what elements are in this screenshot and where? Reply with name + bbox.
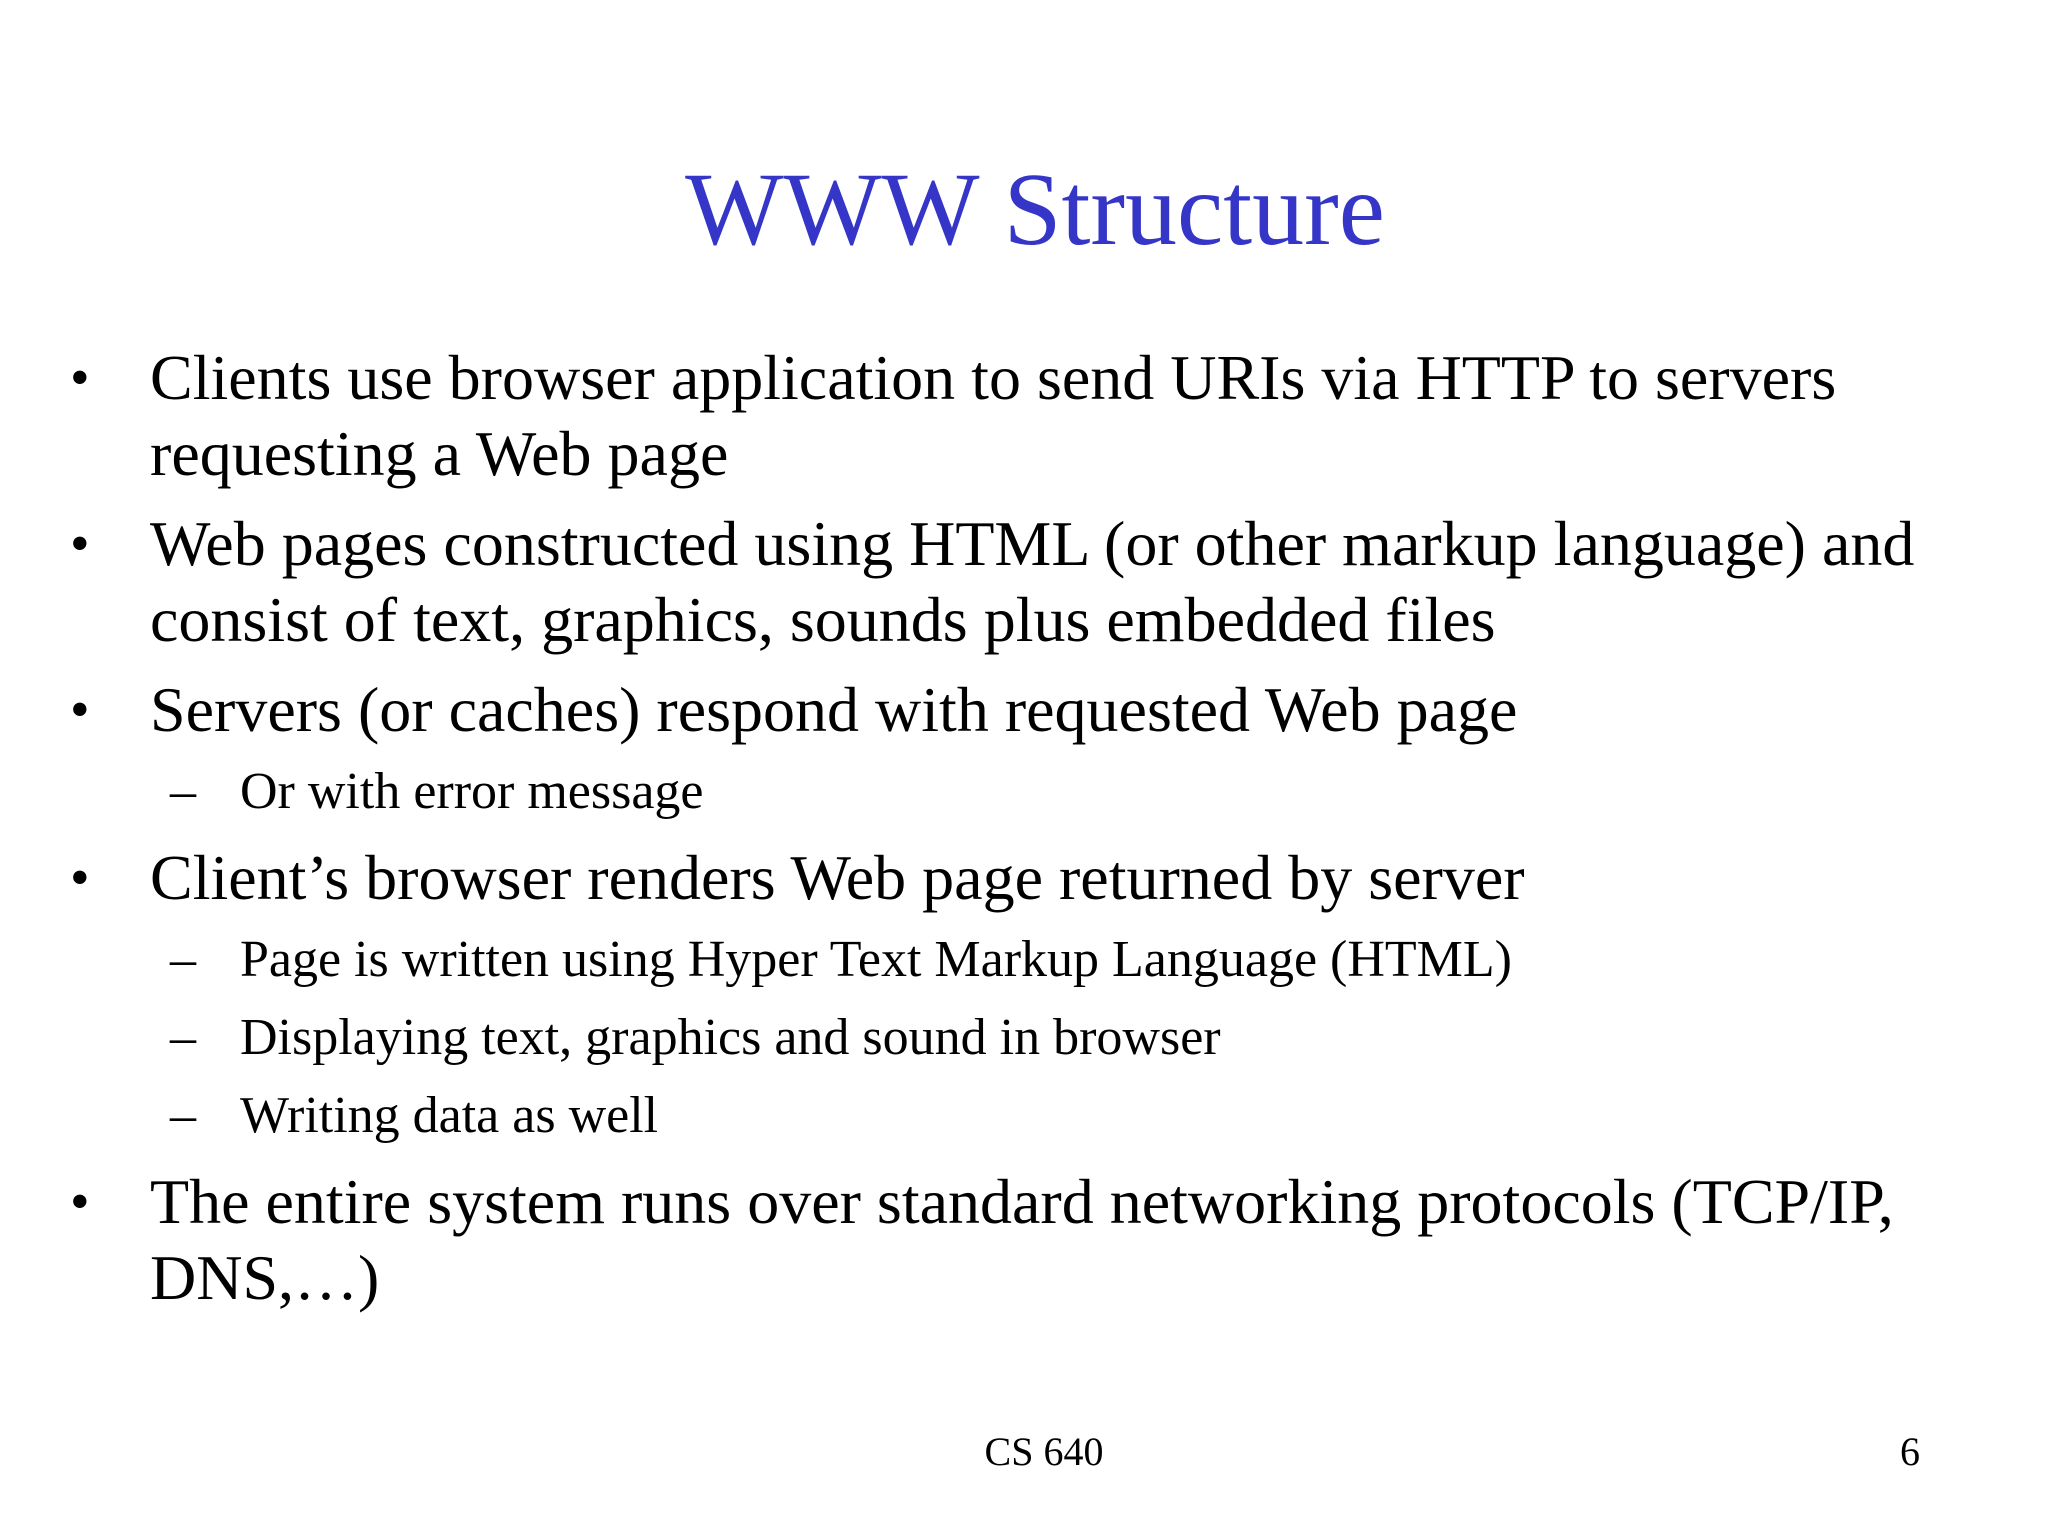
dash-icon: – [170,931,196,988]
sub-item [170,1086,2000,1146]
bullet-dot-icon: • [70,847,90,909]
dash-icon: – [170,1009,196,1066]
page-number: 6 [1900,1429,1920,1474]
sub-item [170,1008,2000,1068]
slide-title: WWW Structure [685,152,1385,267]
bullet-item [70,840,2010,916]
bullet-dot-icon: • [70,347,90,409]
bullet-item [70,1164,2010,1316]
bullet-item [70,672,2010,748]
footer-course: CS 640 [984,1429,1104,1474]
bullet-text: Clients use browser application to send URIs via HTTP to servers requesting a Web page [150,342,1837,489]
sub-item-text: Or with error message [240,763,704,820]
sub-item-text: Page is written using Hyper Text Markup Language (HTML) [240,931,1512,988]
bullet-dot-icon: • [70,513,90,575]
bullet-text: Client’s browser renders Web page returned by server [150,842,1525,913]
bullet-text: The entire system runs over standard networking protocols (TCP/IP, DNS,…) [150,1166,1894,1313]
sub-item-text: Displaying text, graphics and sound in browser [240,1009,1221,1066]
sub-item [170,762,2000,822]
sub-item [170,930,2000,990]
sub-item-text: Writing data as well [240,1087,659,1144]
dash-icon: – [170,1087,196,1144]
bullet-dot-icon: • [70,1171,90,1233]
bullet-text: Servers (or caches) respond with requested Web page [150,674,1518,745]
bullet-dot-icon: • [70,679,90,741]
dash-icon: – [170,763,196,820]
bullet-text: Web pages constructed using HTML (or other markup language) and consist of text, graphics, sounds plus embedded files [150,508,1915,655]
bullet-item [70,506,2010,658]
bullet-item [70,340,2010,492]
